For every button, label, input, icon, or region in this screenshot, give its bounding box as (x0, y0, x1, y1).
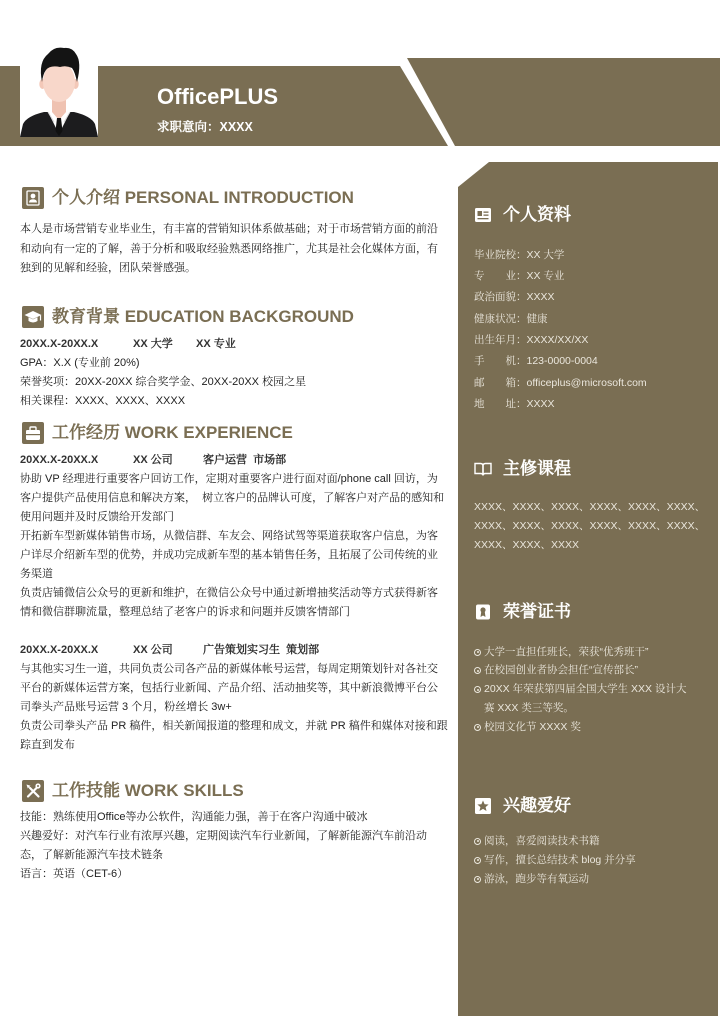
education-block (20, 335, 450, 411)
id-card-icon (474, 206, 492, 224)
honor-item (474, 718, 714, 737)
profile-list (474, 245, 714, 416)
education-title: 教育背景 EDUCATION BACKGROUND (52, 307, 354, 326)
profile-item: 邮 箱：officeplus@microsoft.com (474, 376, 647, 389)
honors-section-header (474, 600, 571, 624)
courses-line: XXXX、XXXX、XXXX、XXXX、XXXX、XXXX、 (474, 500, 706, 513)
intro-line: 独到的见解和经验，团队荣誉感强。 (20, 262, 196, 274)
profile-item: 地 址：XXXX (474, 398, 555, 411)
courses-title: 主修课程 (503, 459, 571, 478)
job-description-line: 与其他实习生一道，共同负责公司各产品的新媒体帐号运营，每周定期策划针对各社交 (20, 662, 438, 675)
skills-line: 兴趣爱好：对汽车行业有浓厚兴趣，定期阅读汽车行业新闻，了解新能源汽车前沿动 (20, 829, 427, 842)
education-line: GPA：X.X (专业前 20%) (20, 356, 140, 369)
hobby-item (474, 870, 714, 889)
hobby-text: 游泳，跑步等有氧运动 (484, 872, 589, 885)
avatar (20, 32, 98, 137)
courses-line: XXXX、XXXX、XXXX (474, 538, 580, 551)
job-description-line: 司拳头产品账号运营 3 个月，粉丝增长 3w+ (20, 700, 232, 713)
profile-section-header (474, 203, 571, 227)
applicant-name: OfficePLUS (157, 84, 279, 109)
honor-item (474, 661, 714, 680)
hobbies-list (474, 832, 714, 889)
job-description-line: 客户提供产品使用信息和解决方案， 树立客户的品牌认可度，了解客户对产品的感知和 (20, 491, 445, 504)
job-period: 20XX.X-20XX.X (20, 453, 99, 466)
job-description-line: 负责店铺微信公众号的更新和维护，在微信公众号中通过新增抽奖活动等方式获得新客 (20, 586, 438, 599)
honor-item (474, 680, 714, 699)
bullet-icon (474, 686, 481, 693)
education-section-header (22, 306, 354, 328)
education-line: 荣誉奖项：20XX-20XX 综合奖学金、20XX-20XX 校园之星 (20, 375, 307, 388)
work-title: 工作经历 WORK EXPERIENCE (52, 423, 293, 442)
profile-item: 出生年月：XXXX/XX/XX (474, 334, 589, 347)
honors-title: 荣誉证书 (503, 602, 571, 621)
profile-item: 健康状况：健康 (474, 312, 548, 325)
job-description-line: 踪直到发布 (20, 738, 75, 751)
honor-text: 大学一直担任班长，荣获“优秀班干” (484, 645, 649, 658)
honor-text: 20XX 年荣获第四届全国大学生 XXX 设计大 (484, 683, 687, 696)
courses-line: XXXX、XXXX、XXXX、XXXX、XXXX、XXXX、 (474, 519, 706, 532)
education-school: XX 大学 (133, 337, 173, 350)
user-icon (22, 187, 44, 209)
bullet-icon (474, 724, 481, 731)
job-header-row (20, 451, 450, 470)
job-description-line: 情和微信群聊流量，整理总结了老客户的诉求和问题并反馈客情部门 (20, 605, 350, 618)
header-banner (0, 0, 720, 170)
header-banner-right (407, 58, 720, 146)
job-description-line: 户详尽介绍新车型的优势，并成功完成新车型的基本销售任务，且拓展了公司传统的业 (20, 548, 438, 561)
honors-list (474, 643, 714, 737)
education-header-row (20, 335, 450, 354)
courses-list (474, 498, 714, 555)
job-entry (20, 451, 450, 622)
book-icon (474, 460, 492, 478)
avatar-photo (20, 32, 98, 137)
skills-line: 技能：熟练使用Office等办公软件，沟通能力强，善于在客户沟通中破冰 (20, 810, 368, 823)
education-major: XX 专业 (196, 337, 236, 350)
hobby-item (474, 851, 714, 870)
job-entry (20, 641, 450, 755)
certificate-icon (474, 603, 492, 621)
profile-item: 专 业：XX 专业 (474, 269, 565, 282)
job-description-line: 开拓新车型新媒体销售市场，从微信群、车友会、网络试驾等渠道获取客户信息，为客 (20, 529, 438, 542)
job-description-line: 务渠道 (20, 567, 53, 580)
honor-text: 在校园创业者协会担任“宣传部长” (484, 664, 638, 677)
job-role: 广告策划实习生 策划部 (203, 643, 320, 656)
bullet-icon (474, 876, 481, 883)
courses-section-header (474, 457, 571, 481)
graduation-cap-icon (22, 306, 44, 328)
work-section-header (22, 422, 293, 444)
skills-line: 语言：英语（CET-6） (20, 867, 129, 880)
briefcase-icon (22, 422, 44, 444)
bullet-icon (474, 667, 481, 674)
intro-line: 本人是市场营销专业毕业生，有丰富的营销知识体系做基础；对于市场营销方面的前沿 (20, 223, 438, 235)
hobby-item (474, 832, 714, 851)
profile-item: 政治面貌：XXXX (474, 291, 555, 304)
tools-icon (22, 780, 44, 802)
profile-item: 毕业院校：XX 大学 (474, 248, 565, 261)
intro-section-header (22, 187, 354, 209)
job-objective: 求职意向：XXXX (157, 120, 253, 134)
star-icon (474, 797, 492, 815)
education-line: 相关课程：XXXX、XXXX、XXXX (20, 394, 186, 407)
job-description-line: 平台的新媒体运营方案，包括行业新闻、产品介绍、活动抽奖等，其中新浪微博平台公 (20, 681, 438, 694)
bullet-icon (474, 649, 481, 656)
job-company: XX 公司 (133, 453, 173, 466)
honor-text: 校园文化节 XXXX 奖 (484, 720, 581, 733)
education-period: 20XX.X-20XX.X (20, 337, 99, 350)
hobbies-title: 兴趣爱好 (503, 796, 571, 815)
skills-block (20, 808, 450, 884)
intro-title: 个人介绍 PERSONAL INTRODUCTION (52, 188, 354, 207)
hobby-text: 阅读，喜爱阅读技术书籍 (484, 834, 600, 847)
honor-text: 赛 XXX 类三等奖。 (484, 701, 574, 714)
profile-title: 个人资料 (503, 205, 571, 224)
bullet-icon (474, 838, 481, 845)
job-description-line: 协助 VP 经理进行重要客户回访工作，定期对重要客户进行面对面/phone call 回访，为 (20, 472, 438, 485)
profile-item: 手 机：123-0000-0004 (474, 355, 598, 368)
honor-item (474, 643, 714, 662)
hobbies-section-header (474, 794, 571, 818)
job-role: 客户运营 市场部 (203, 453, 287, 466)
job-description-line: 使用问题并及时反馈给开发部门 (20, 510, 174, 523)
intro-line: 和动向有一定的了解，善于分析和吸取经验熟悉网络推广，尤其是社会化媒体方面，有 (20, 242, 438, 255)
intro-paragraph (20, 220, 450, 279)
skills-line: 态，了解新能源汽车技术链条 (20, 848, 163, 861)
job-header-row (20, 641, 450, 660)
skills-section-header (22, 780, 244, 802)
honor-item-continuation (474, 699, 714, 718)
skills-title: 工作技能 WORK SKILLS (52, 781, 244, 800)
job-period: 20XX.X-20XX.X (20, 643, 99, 656)
job-description-line: 负责公司拳头产品 PR 稿件，相关新闻报道的整理和成文，并就 PR 稿件和媒体对接和跟 (20, 719, 448, 732)
job-company: XX 公司 (133, 643, 173, 656)
hobby-text: 写作，擅长总结技术 blog 并分享 (484, 853, 636, 866)
bullet-icon (474, 857, 481, 864)
